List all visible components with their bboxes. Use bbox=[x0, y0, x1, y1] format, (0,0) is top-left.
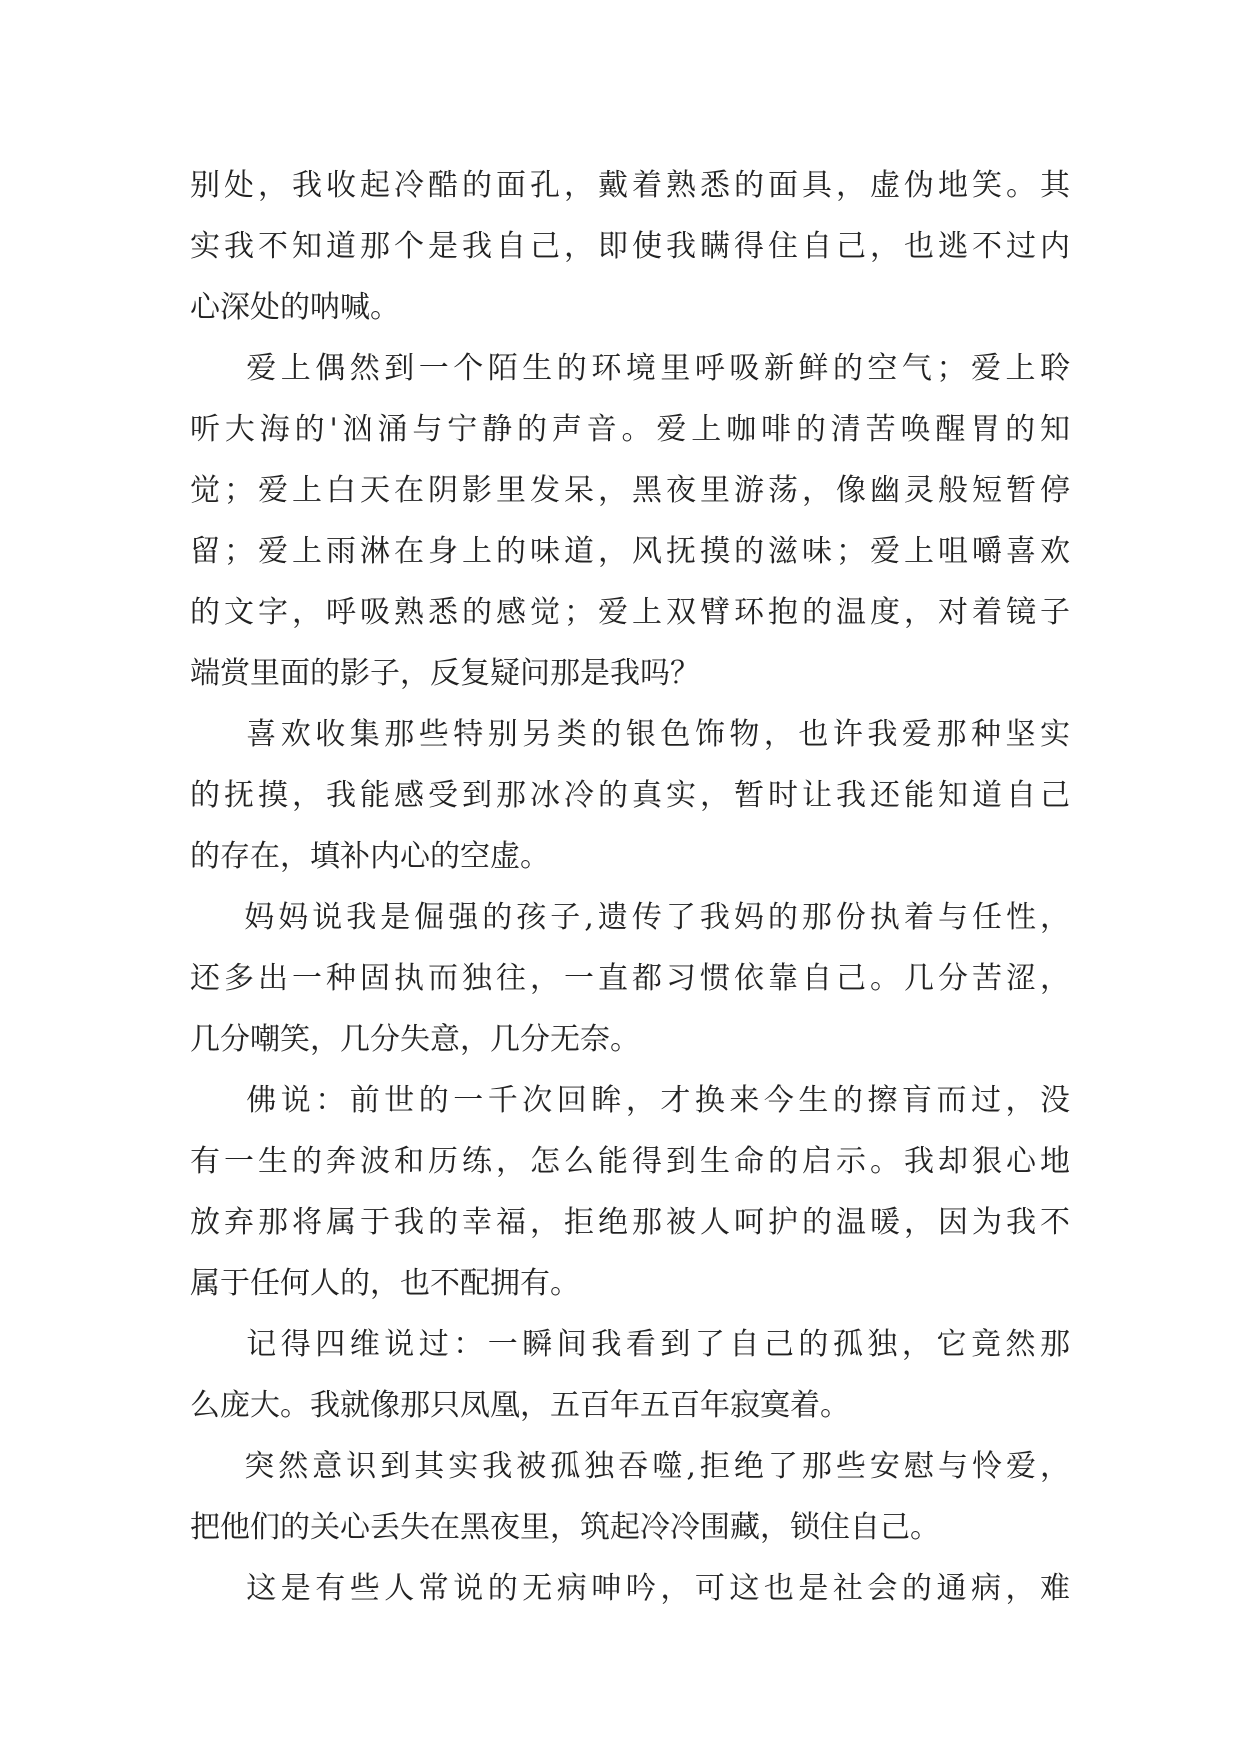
text-line: 的文字，呼吸熟悉的感觉；爱上双臂环抱的温度，对着镜子 bbox=[190, 595, 1070, 630]
paragraph-1 bbox=[190, 155, 1070, 338]
text-line: 留；爱上雨淋在身上的味道，风抚摸的滋味；爱上咀嚼喜欢 bbox=[190, 534, 1070, 569]
text-line: 爱上偶然到一个陌生的环境里呼吸新鲜的空气；爱上聆 bbox=[190, 351, 1070, 386]
paragraph-6 bbox=[190, 1314, 1070, 1436]
paragraph-4 bbox=[190, 887, 1070, 1070]
text-line: 喜欢收集那些特别另类的银色饰物，也许我爱那种坚实 bbox=[190, 717, 1070, 752]
text-line: 端赏里面的影子，反复疑问那是我吗？ bbox=[190, 656, 700, 691]
text-line: 突然意识到其实我被孤独吞噬,拒绝了那些安慰与怜爱， bbox=[190, 1449, 1070, 1484]
text-line: 的抚摸，我能感受到那冰冷的真实，暂时让我还能知道自己 bbox=[190, 778, 1070, 813]
text-line: 几分嘲笑，几分失意，几分无奈。 bbox=[190, 1022, 640, 1057]
text-line: 佛说：前世的一千次回眸，才换来今生的擦肓而过，没 bbox=[190, 1083, 1070, 1118]
text-line: 记得四维说过：一瞬间我看到了自己的孤独，它竟然那 bbox=[190, 1327, 1070, 1362]
text-line: 心深处的呐喊。 bbox=[190, 290, 400, 325]
text-line: 放弃那将属于我的幸福，拒绝那被人呵护的温暖，因为我不 bbox=[190, 1205, 1070, 1240]
text-line: 么庞大。我就像那只凤凰，五百年五百年寂寞着。 bbox=[190, 1388, 850, 1423]
text-line: 的存在，填补内心的空虚。 bbox=[190, 839, 550, 874]
text-line: 属于任何人的，也不配拥有。 bbox=[190, 1266, 580, 1301]
text-line: 这是有些人常说的无病呻吟，可这也是社会的通病，难 bbox=[190, 1571, 1070, 1606]
text-line: 还多出一种固执而独往，一直都习惯依靠自己。几分苦涩， bbox=[190, 961, 1070, 996]
paragraph-8 bbox=[190, 1558, 1070, 1619]
text-line: 妈妈说我是倔强的孩子,遗传了我妈的那份执着与任性， bbox=[190, 900, 1070, 935]
text-line: 听大海的'汹涌与宁静的声音。爱上咖啡的清苦唤醒胃的知 bbox=[190, 412, 1070, 447]
text-line: 觉；爱上白天在阴影里发呆，黑夜里游荡，像幽灵般短暂停 bbox=[190, 473, 1070, 508]
text-line: 把他们的关心丢失在黑夜里，筑起冷冷围藏，锁住自己。 bbox=[190, 1510, 940, 1545]
document-body bbox=[190, 155, 1070, 1619]
paragraph-5 bbox=[190, 1070, 1070, 1314]
paragraph-2 bbox=[190, 338, 1070, 704]
paragraph-7 bbox=[190, 1436, 1070, 1558]
text-line: 有一生的奔波和历练，怎么能得到生命的启示。我却狠心地 bbox=[190, 1144, 1070, 1179]
text-line: 别处，我收起冷酷的面孔，戴着熟悉的面具，虚伪地笑。其 bbox=[190, 168, 1070, 203]
paragraph-3 bbox=[190, 704, 1070, 887]
text-line: 实我不知道那个是我自己，即使我瞒得住自己，也逃不过内 bbox=[190, 229, 1070, 264]
